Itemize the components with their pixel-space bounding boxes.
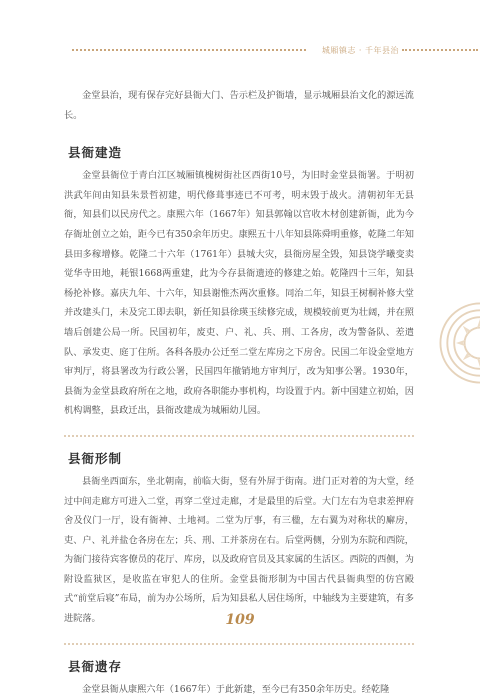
section-paragraph-remains: 金堂县衙从康熙六年（1667年）于此新建，至今已有350余年历史。经乾隆 [82,683,390,695]
running-header: 城厢镇志 · 千年县治 [307,45,399,56]
header-dotted-rule-right [402,49,478,51]
section-paragraph-construction: 金堂县衙位于青白江区城厢镇槐树街社区西街10号，为旧时金堂县衙署。于明初洪武年间由知县朱景哲初建，明代修葺事迹已不可考，明末毁于战火。清朝初年无县衙，知县们以民房代之。康熙六年（1667年）知县郭翰以官收木材创建新衙，此为今存衙址创立之始，距今已有350余年历史。康熙五十八年知县陈舜明重修，乾隆二年知县田多稼增修。乾隆二十六年（1761年）县城大灾，县衙房屋全毁，知县饶学曦变卖觉华寺田地，耗银1668两重建，此为今存县衙遗迹的修建之始。乾隆四十三年，知县杨抡补修。嘉庆九年、十六年，知县谢惟杰两次重修。同治二年，知县王树桐补修大堂并改建头门，未及完工即去职，新任知县徐瑛玉续修完成，规模较前更为壮阔，并在照墙后创建公局一所。民国初年，废吏、户、礼、兵、刑、工各房，改为警备队、差遣队、承发吏、庭丁住所。各科各股办公迁至二堂左库房之下房舍。民国二年设金堂地方审判厅，将县署改为行政公署，民国四年撤销地方审判厅，改为知事公署。1930年，县衙为金堂县政府所在之地，政府各职能办事机构，均设置于内。新中国建立初始，因机构调整，县政迁出，县衙改建成为城厢幼儿园。 [64,170,414,417]
section-title-construction: 县衙建造 [68,145,123,161]
section-paragraph-layout: 县衙坐西面东，坐北朝南，前临大街，竖有外屏于街南。进门正对着的为大堂，经过中间走廊方可进入二堂，再穿二堂过走廊，才是最里的后堂。大门左右为皂隶差押府舍及仪门一厅，设有衙神、土地祠。二堂为厅事，有三楹，左右翼为对称状的廨房，吏、户、礼并盐仓各房在左；兵、刑、工并茶房在右。后堂两侧，分别为东院和西院，为衙门接待宾客僚员的花厅、库房，以及政府官员及其家属的生活区。西院的西侧，为附设监狱区，是收监在审犯人的住所。金堂县衙形制为中国古代县衙典型的仿宫殿式“前堂后寝”布局，前为办公场所，后为知县私人居住场所，中轴线为主要建筑，有多进院落。 [64,475,414,625]
rosette-ornament-icon [437,300,480,386]
intro-paragraph: 金堂县治，现有保存完好县衙大门、告示栏及护衙墙，显示城厢县治文化的源远流长。 [64,90,414,121]
section-title-layout: 县衙形制 [68,450,123,466]
section-title-remains: 县衙遗存 [68,658,123,674]
page-content [64,86,414,699]
page-number: 109 [225,612,255,628]
